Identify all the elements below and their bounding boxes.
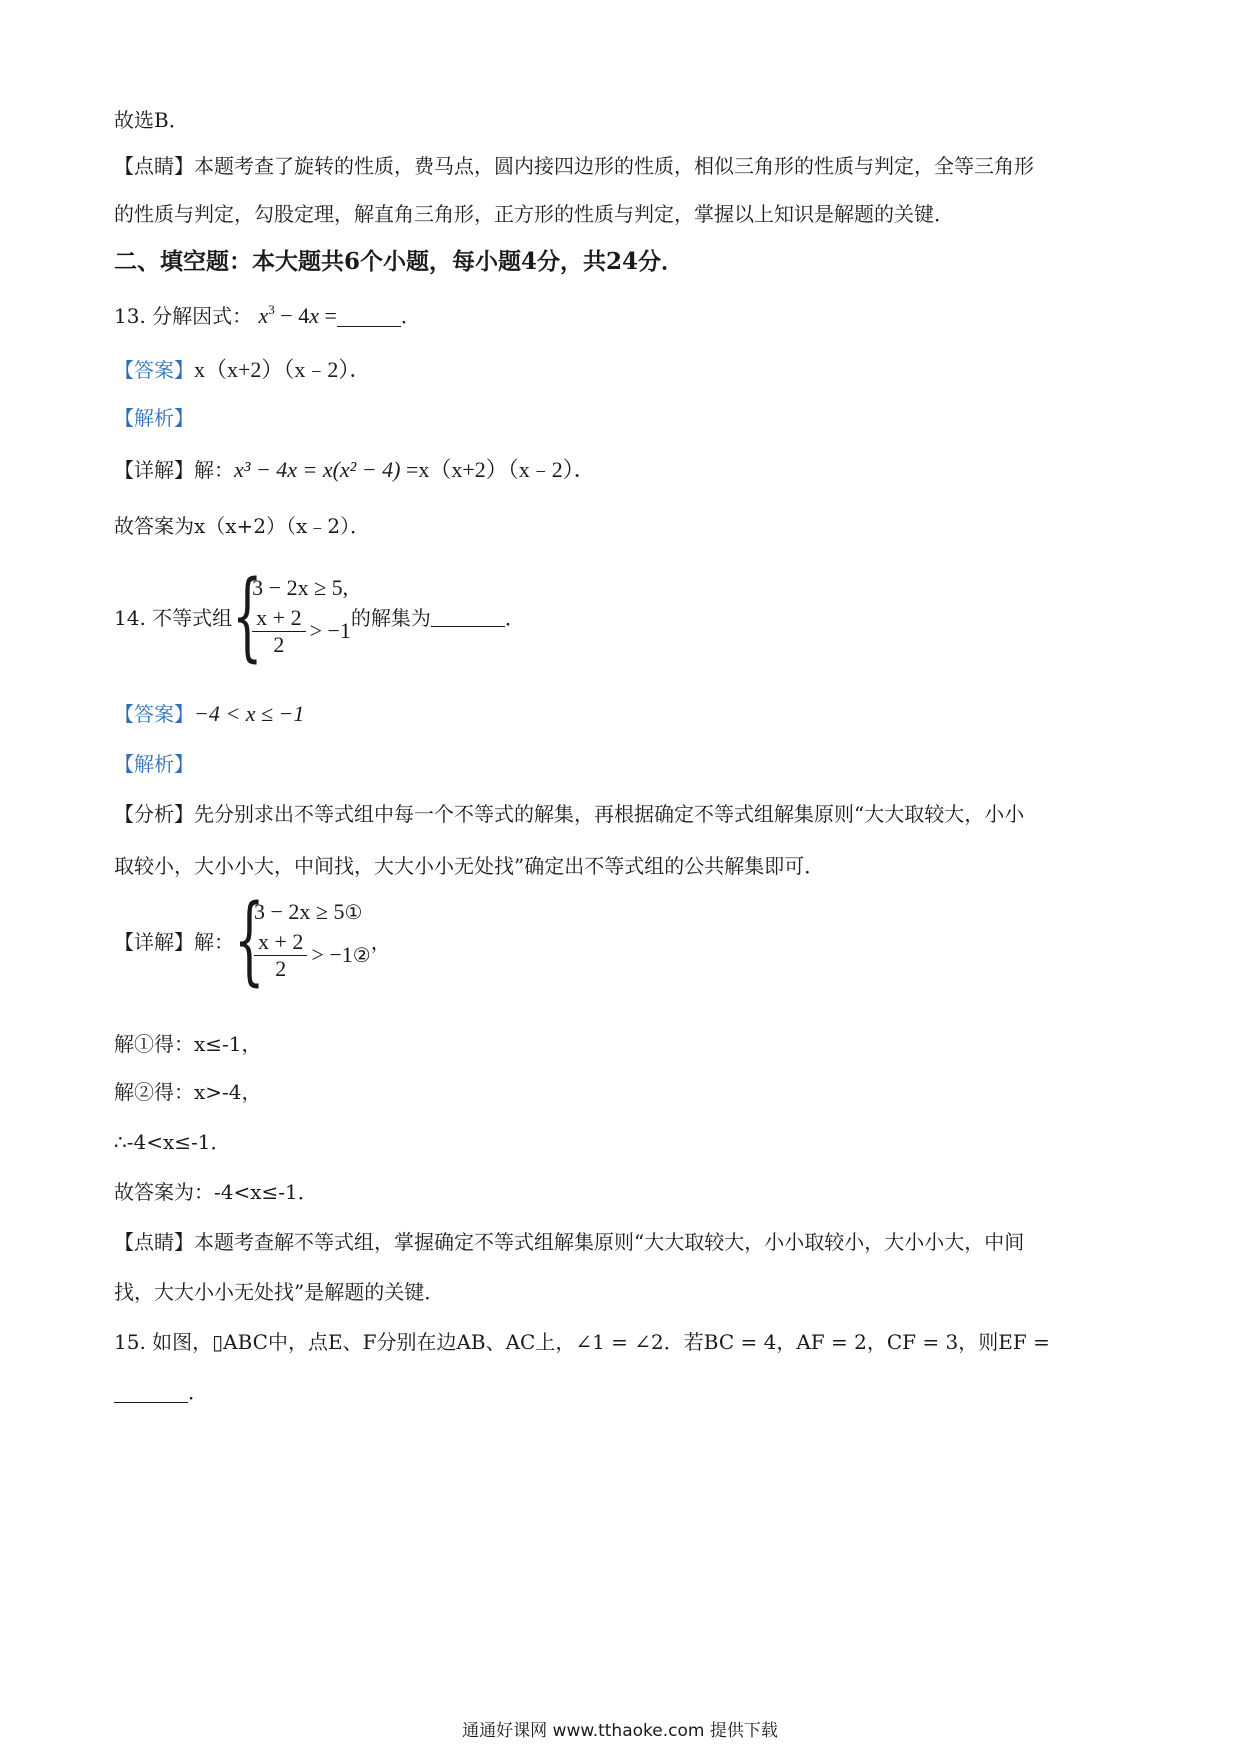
answer-14 — [114, 700, 304, 728]
q14-system — [252, 575, 351, 658]
detail-14: 【详解】 解： { 3 − 2x ≥ 5① $\frac{x + 2}{2}$ > −1 ② ， — [114, 884, 391, 996]
answer-13-value: x（x+2）（x﹣2）． — [194, 357, 372, 382]
detail-14-row-2: $\frac{x + 2}{2}$ > −1 ② — [254, 929, 371, 982]
question-15-blank-line: ． — [114, 1378, 208, 1406]
detail-14-row-1: 3 − 2x ≥ 5① — [254, 898, 363, 924]
section-heading: 二、填空题：本大题共6个小题，每小题4分，共24分． — [114, 248, 685, 275]
step-3: ∴-4<x≤-1． — [114, 1130, 231, 1154]
detail-14-tag: 【详解】 — [114, 929, 194, 954]
step-2: 解②得：x>-4， — [114, 1080, 262, 1104]
question-13: 13. 分解因式： $x^3 - 4x$ = ． — [114, 302, 421, 328]
step-1: 解①得：x≤-1， — [114, 1032, 262, 1056]
q14-row-1: 3 − 2x ≥ 5, — [252, 574, 349, 600]
q13-blank — [337, 306, 401, 327]
q14-label: 14. 不等式组 — [114, 605, 233, 630]
question-14: 14. 不等式组 { 3 − 2x ≥ 5, $\frac{x + 2}{2}$ > −1 的解集为 ． — [114, 560, 525, 672]
remark-text-1: 本题考查了旋转的性质，费马点，圆内接四边形的性质，相似三角形的性质与判定，全等三角形 — [194, 154, 1034, 178]
q14-brace: { — [232, 560, 263, 672]
analysis-line-2: 取较小，大小小大，中间找，大大小小无处找”确定出不等式组的公共解集即可． — [114, 854, 825, 878]
q14-tail: 的解集为 — [350, 605, 431, 630]
answer-14-value: −4 < x ≤ −1 — [194, 701, 305, 726]
conclusion-line: 故选B． — [114, 108, 189, 132]
q14-fraction: $\frac{x + 2}{2}$ — [252, 605, 305, 658]
detail-14-brace: { — [234, 884, 265, 996]
analysis-tag: 【分析】 — [114, 802, 194, 826]
remark-tag: 【点睛】 — [114, 154, 194, 178]
remark-14-line-2: 找，大大小小无处找”是解题的关键． — [114, 1280, 445, 1304]
q13-expression: $x^3 - 4x$ = — [258, 302, 337, 328]
detail-14-system — [254, 899, 371, 982]
remark-line-1 — [114, 152, 1034, 180]
analysis-line-1: 【分析】先分别求出不等式组中每一个不等式的解集，再根据确定不等式组解集原则“大大取较大，小小 — [114, 802, 1025, 826]
final-answer-14: 故答案为：-4<x≤-1． — [114, 1180, 318, 1204]
detail-tag: 【详解】 — [114, 458, 194, 482]
q15-blank — [114, 1382, 188, 1403]
page-footer: 通通好课网 www.tthaoke.com 提供下载 — [462, 1721, 778, 1741]
answer-tag: 【答案】 — [114, 358, 194, 382]
remark-14-tag: 【点睛】 — [114, 1230, 194, 1254]
detail-14-fraction: $\frac{x + 2}{2}$ — [254, 929, 307, 982]
analysis-tag-14: 【解析】 — [114, 752, 194, 776]
detail-13-expression: x³ − 4x = x(x² − 4) — [234, 457, 401, 482]
answer-13 — [114, 356, 371, 384]
detail-14-comma: ， — [370, 929, 391, 954]
final-answer-13: 故答案为x（x+2）（x﹣2）． — [114, 514, 371, 538]
remark-14-line-1: 【点睛】本题考查解不等式组，掌握确定不等式组解集原则“大大取较大，小小取较小，大小小大，中间 — [114, 1230, 1025, 1254]
detail-13: 【详解】解：x³ − 4x = x(x² − 4) =x（x+2）（x﹣2）． — [114, 457, 596, 482]
question-15: 15. 如图，▯ABC中，点E、F分别在边AB、AC上，∠1 = ∠2．若BC = 4，AF = 2，CF = 3，则EF = — [114, 1330, 1050, 1354]
answer-tag-14: 【答案】 — [114, 702, 194, 726]
analysis-tag-13: 【解析】 — [114, 406, 194, 430]
q14-row-2: $\frac{x + 2}{2}$ > −1 — [252, 605, 351, 658]
remark-line-2: 的性质与判定，勾股定理，解直角三角形，正方形的性质与判定，掌握以上知识是解题的关键． — [114, 202, 954, 226]
q14-blank — [431, 606, 505, 627]
q13-label: 13. 分解因式： — [114, 304, 253, 328]
